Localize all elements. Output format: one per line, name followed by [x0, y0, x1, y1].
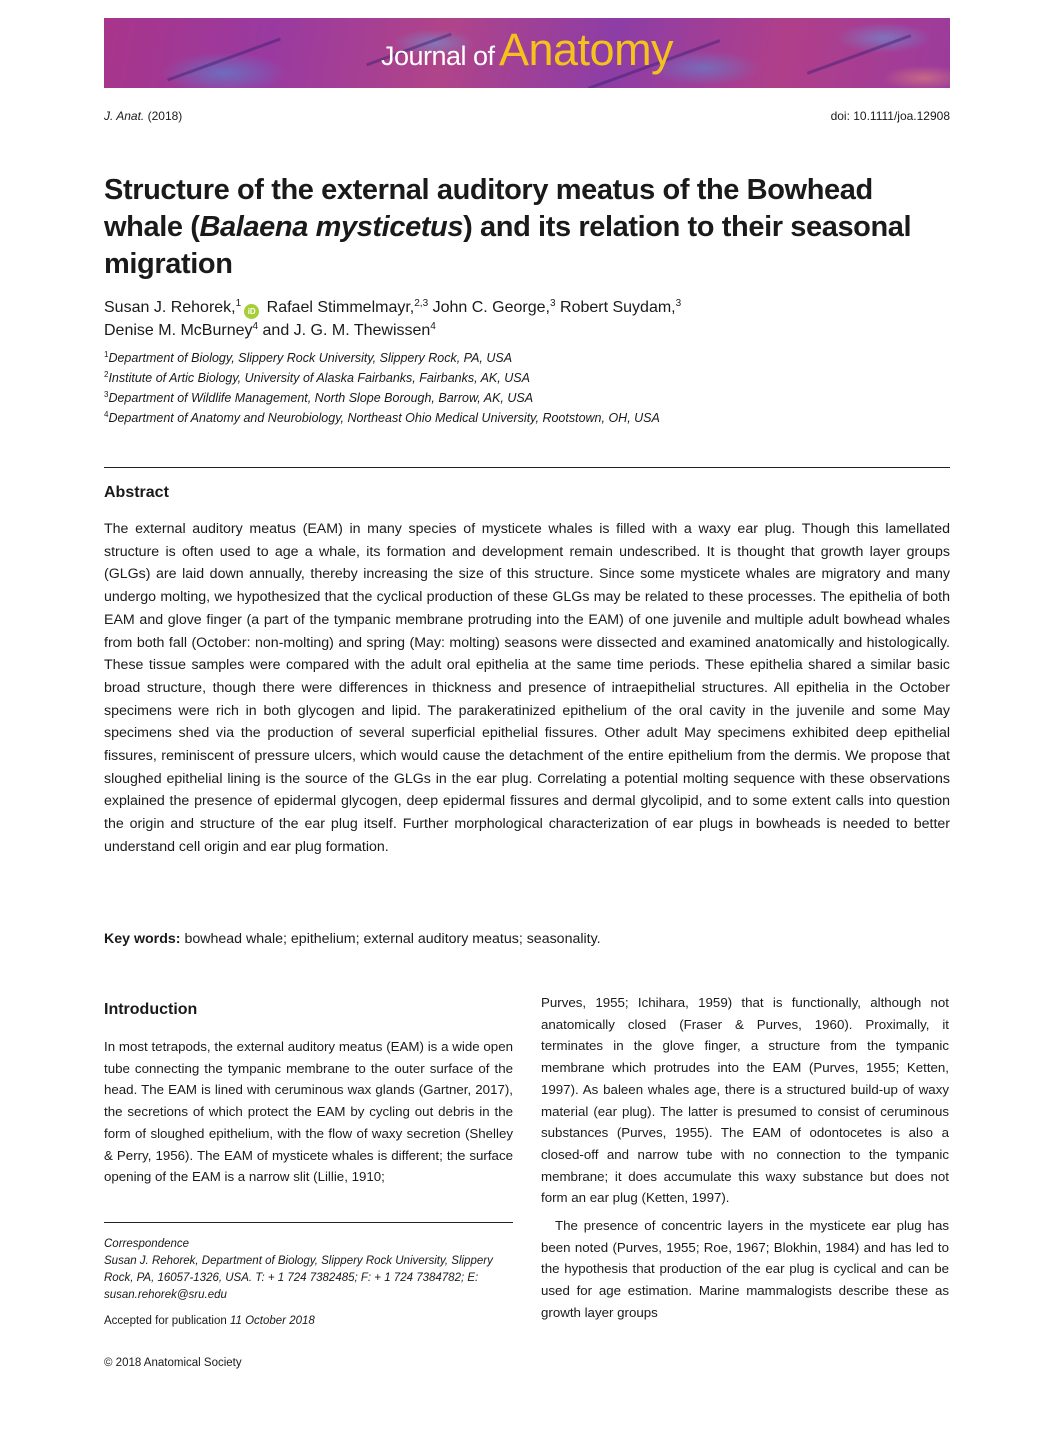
- paragraph: The presence of concentric layers in the mysticete ear plug has been noted (Purves, 1955; Roe, 1967; Blokhin, 1984) and has led to the hypothesis that production of the ear plug is cyclical and can be used for age estimation. Marine mammalogists describe these as growth layer groups: [541, 1218, 949, 1320]
- intro-column-right: [541, 992, 949, 1324]
- doi[interactable]: doi: 10.1111/joa.12908: [830, 109, 950, 123]
- orcid-icon[interactable]: iD: [244, 304, 259, 319]
- journal-logo: [104, 24, 950, 76]
- divider: [104, 467, 950, 468]
- paragraph: Purves, 1955; Ichihara, 1959) that is functionally, although not anatomically closed (Fraser & Purves, 1960). Proximally, it terminates in the glove finger, a structure from the tympanic membrane which protrudes into the EAM (Purves, 1955; Ketten, 1997). As baleen whales age, there is a structured build-up of waxy material (ear plug). The latter is presumed to consist of ceruminous substances (Purves, 1955). The EAM of odontocetes is also a closed-off and narrow tube with no connection to the tympanic membrane; it does accumulate this waxy substance but does not form an ear plug (Ketten, 1997).: [541, 995, 949, 1206]
- keywords: [104, 931, 601, 947]
- author[interactable]: John C. George,: [432, 299, 550, 316]
- correspondence: [104, 1236, 513, 1304]
- copyright: © 2018 Anatomical Society: [104, 1357, 242, 1369]
- paragraph: In most tetrapods, the external auditory meatus (EAM) is a wide open tube connecting the tympanic membrane to the outer surface of the head. The EAM is lined with ceruminous wax glands (Gartner, 2017), the secretions of which protect the EAM by cycling out debris in the form of sloughed epithelium, with the flow of waxy secretion (Shelley & Perry, 1956). The EAM of mysticete whales is different; the surface opening of the EAM is a narrow slit (Lillie, 1910;: [104, 1039, 513, 1185]
- citation-journal: J. Anat.: [104, 109, 145, 123]
- affiliation-list: [104, 348, 660, 428]
- citation-year: (2018): [147, 109, 183, 123]
- accepted-date: Accepted for publication 11 October 2018: [104, 1315, 315, 1327]
- footnote-divider: [104, 1222, 513, 1223]
- journal-prefix: Journal of: [380, 41, 495, 71]
- abstract-heading: Abstract: [104, 484, 169, 501]
- article-title: Structure of the external auditory meatus of the Bowhead whale (Balaena mysticetus) and its relation to their seasonal migration: [104, 174, 912, 280]
- affiliation: $^4$Department of Anatomy and Neurobiology, Northeast Ohio Medical University, Rootstown, OH, USA: [104, 410, 660, 425]
- author-list: Susan J. Rehorek,$^1$iD Rafael Stimmelmayr,$^{2,3}$ John C. George,$^3$ Robert Suydam,$^3$ Denise M. McBurney$^4$ and J. G. M. Thewissen$^4$: [104, 298, 682, 339]
- correspondence-text: Susan J. Rehorek, Department of Biology, Slippery Rock University, Slippery Rock, PA, 16057-1326, USA. T: + 1 724 7382485; F: + 1 724 7384782; E: susan.rehorek@sru.edu: [104, 1255, 493, 1301]
- keywords-text: bowhead whale; epithelium; external auditory meatus; seasonality.: [184, 931, 601, 947]
- correspondence-label: Correspondence: [104, 1238, 190, 1250]
- affiliation: $^2$Institute of Artic Biology, University of Alaska Fairbanks, Fairbanks, AK, USA: [104, 370, 530, 385]
- author[interactable]: Susan J. Rehorek,: [104, 299, 236, 316]
- author[interactable]: Denise M. McBurney: [104, 322, 253, 339]
- affiliation: $^1$Department of Biology, Slippery Rock University, Slippery Rock, PA, USA: [104, 350, 513, 365]
- introduction-heading: Introduction: [104, 1001, 198, 1018]
- keywords-label: Key words:: [104, 931, 181, 947]
- citation: [104, 109, 182, 123]
- author[interactable]: and J. G. M. Thewissen: [262, 322, 431, 339]
- journal-banner: [104, 18, 950, 88]
- author[interactable]: Robert Suydam,: [560, 299, 676, 316]
- journal-name: Anatomy: [498, 24, 674, 75]
- intro-column-left: [104, 1036, 513, 1188]
- abstract-body: The external auditory meatus (EAM) in many species of mysticete whales is filled with a waxy ear plug. Though this lamellated structure is often used to age a whale, its formation and development remain undescribed. It is thought that growth layer groups (GLGs) are laid down annually, thereby increasing the size of this structure. Since some mysticete whales are migratory and many undergo molting, we hypothesized that the cyclical production of these GLGs may be related to these processes. The epithelia of both EAM and glove finger (a part of the tympanic membrane protruding into the EAM) of one juvenile and multiple adult bowhead whales from both fall (October: non-molting) and spring (May: molting) seasons were dissected and examined anatomically and histologically. These tissue samples were compared with the adult oral epithelia at the same time periods. These epithelia shared a similar basic broad structure, though there were differences in thickness and presence of intraepithelial structures. All epithelia in the October specimens were rich in both glycogen and lipid. The parakeratinized epithelium of the oral cavity in the juvenile and some May specimens shed via the production of several superficial epithelial fissures. Other adult May specimens exhibited deep epithelial fissures, reminiscent of pressure ulcers, which would cause the detachment of the entire epithelium from the dermis. We propose that sloughed epithelial lining is the source of the GLGs in the ear plug. Correlating a potential molting sequence with these observations explained the presence of epidermal glycogen, deep epidermal fissures and dermal glycolipid, and to some extent calls into question the origin and structure of the ear plug itself. Further morphological characterization of ear plugs in bowheads is needed to better understand cell origin and ear plug formation.: [104, 521, 950, 855]
- author[interactable]: Rafael Stimmelmayr,: [266, 299, 415, 316]
- affiliation: $^3$Department of Wildlife Management, North Slope Borough, Barrow, AK, USA: [104, 390, 534, 405]
- species-name: Balaena mysticetus: [199, 211, 464, 243]
